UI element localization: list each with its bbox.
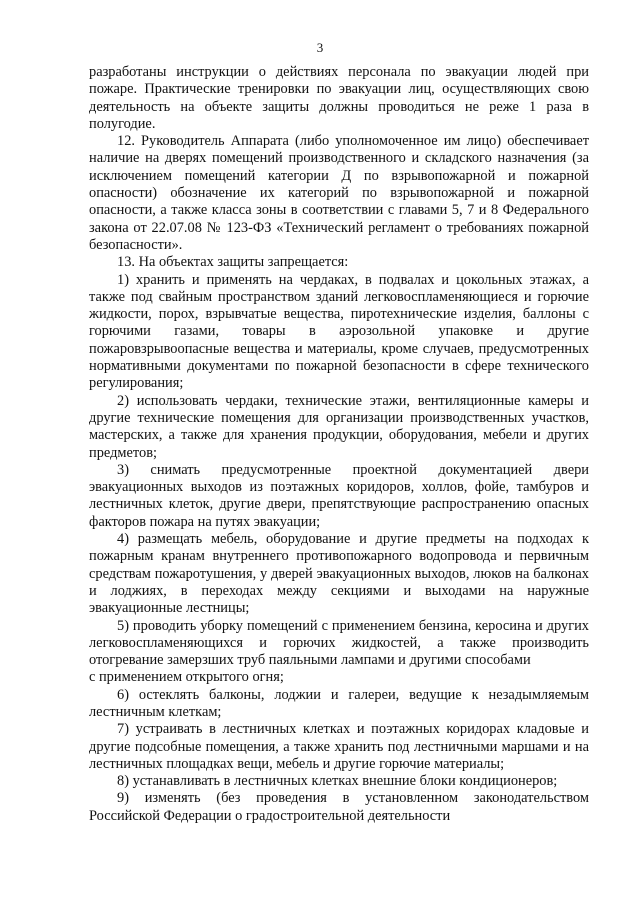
paragraph: разработаны инструкции о действиях персонала по эвакуации людей при пожаре. Практические тренировки по эвакуации лиц, осуществляющих свою деятельность на объекте защиты должны проводиться не реже 1 раза в полугодие. (89, 64, 589, 132)
document-body (89, 64, 589, 825)
paragraph: 12. Руководитель Аппарата (либо уполномоченное им лицо) обеспечивает наличие на дверях помещений производственного и складского назначения (за исключением помещений категории Д по взрывопожарной и пожарной опасности) обозначение их категорий по взрывопожарной и пожарной опасности, а также класса зоны в соответствии с главами 5, 7 и 8 Федерального закона от 22.07.08 № 123-ФЗ «Технический регламент о требованиях пожарной безопасности». (89, 133, 589, 253)
list-item: 1) хранить и применять на чердаках, в подвалах и цокольных этажах, а также под свайным пространством зданий легковоспламеняющиеся и горючие жидкости, порох, взрывчатые вещества, пиротехнические изделия, баллоны с горючими газами, товары в аэрозольной упаковке и другие пожаровзрывоопасные вещества и материалы, кроме случаев, предусмотренных нормативными документами по пожарной безопасности в сфере технического регулирования; (89, 271, 589, 392)
list-item: 2) использовать чердаки, технические этажи, вентиляционные камеры и другие технические помещения для организации производственных участков, мастерских, а также для хранения продукции, оборудования, мебели и других предметов; (89, 392, 589, 461)
list-item: 3) снимать предусмотренные проектной документацией двери эвакуационных выходов из поэтажных коридоров, холлов, фойе, тамбуров и лестничных клеток, другие двери, препятствующие распространению опасных факторов пожара на путях эвакуации; (89, 461, 589, 530)
list-item: 4) размещать мебель, оборудование и другие предметы на подходах к пожарным кранам внутреннего противопожарного водопровода и первичным средствам пожаротушения, у дверей эвакуационных выходов, люков на балконах и лоджиях, в переходах между секциями и выходами на наружные эвакуационные лестницы; (89, 531, 589, 617)
paragraph: 13. На объектах защиты запрещается: (117, 254, 349, 271)
list-item: 7) устраивать в лестничных клетках и поэтажных коридорах кладовые и другие подсобные помещения, а также хранить под лестничными маршами и на лестничных площадках вещи, мебель и другие горючие материалы; (89, 721, 589, 772)
list-item: 5) проводить уборку помещений с применением бензина, керосина и других легковоспламеняющихся и горючих жидкостей, а также производить отогревание замерзших труб паяльными лампами и другими способами (89, 617, 589, 669)
list-item: 6) остеклять балконы, лоджии и галереи, ведущие к незадымляемым лестничным клеткам; (89, 686, 589, 720)
list-item: 8) устанавливать в лестничных клетках внешние блоки кондиционеров; (117, 773, 558, 790)
list-item: 9) изменять (без проведения в установленном законодательством Российской Федерации о градостроительной деятельности (89, 790, 589, 824)
page-number: 3 (316, 40, 324, 55)
paragraph-continuation: с применением открытого огня; (89, 669, 284, 686)
